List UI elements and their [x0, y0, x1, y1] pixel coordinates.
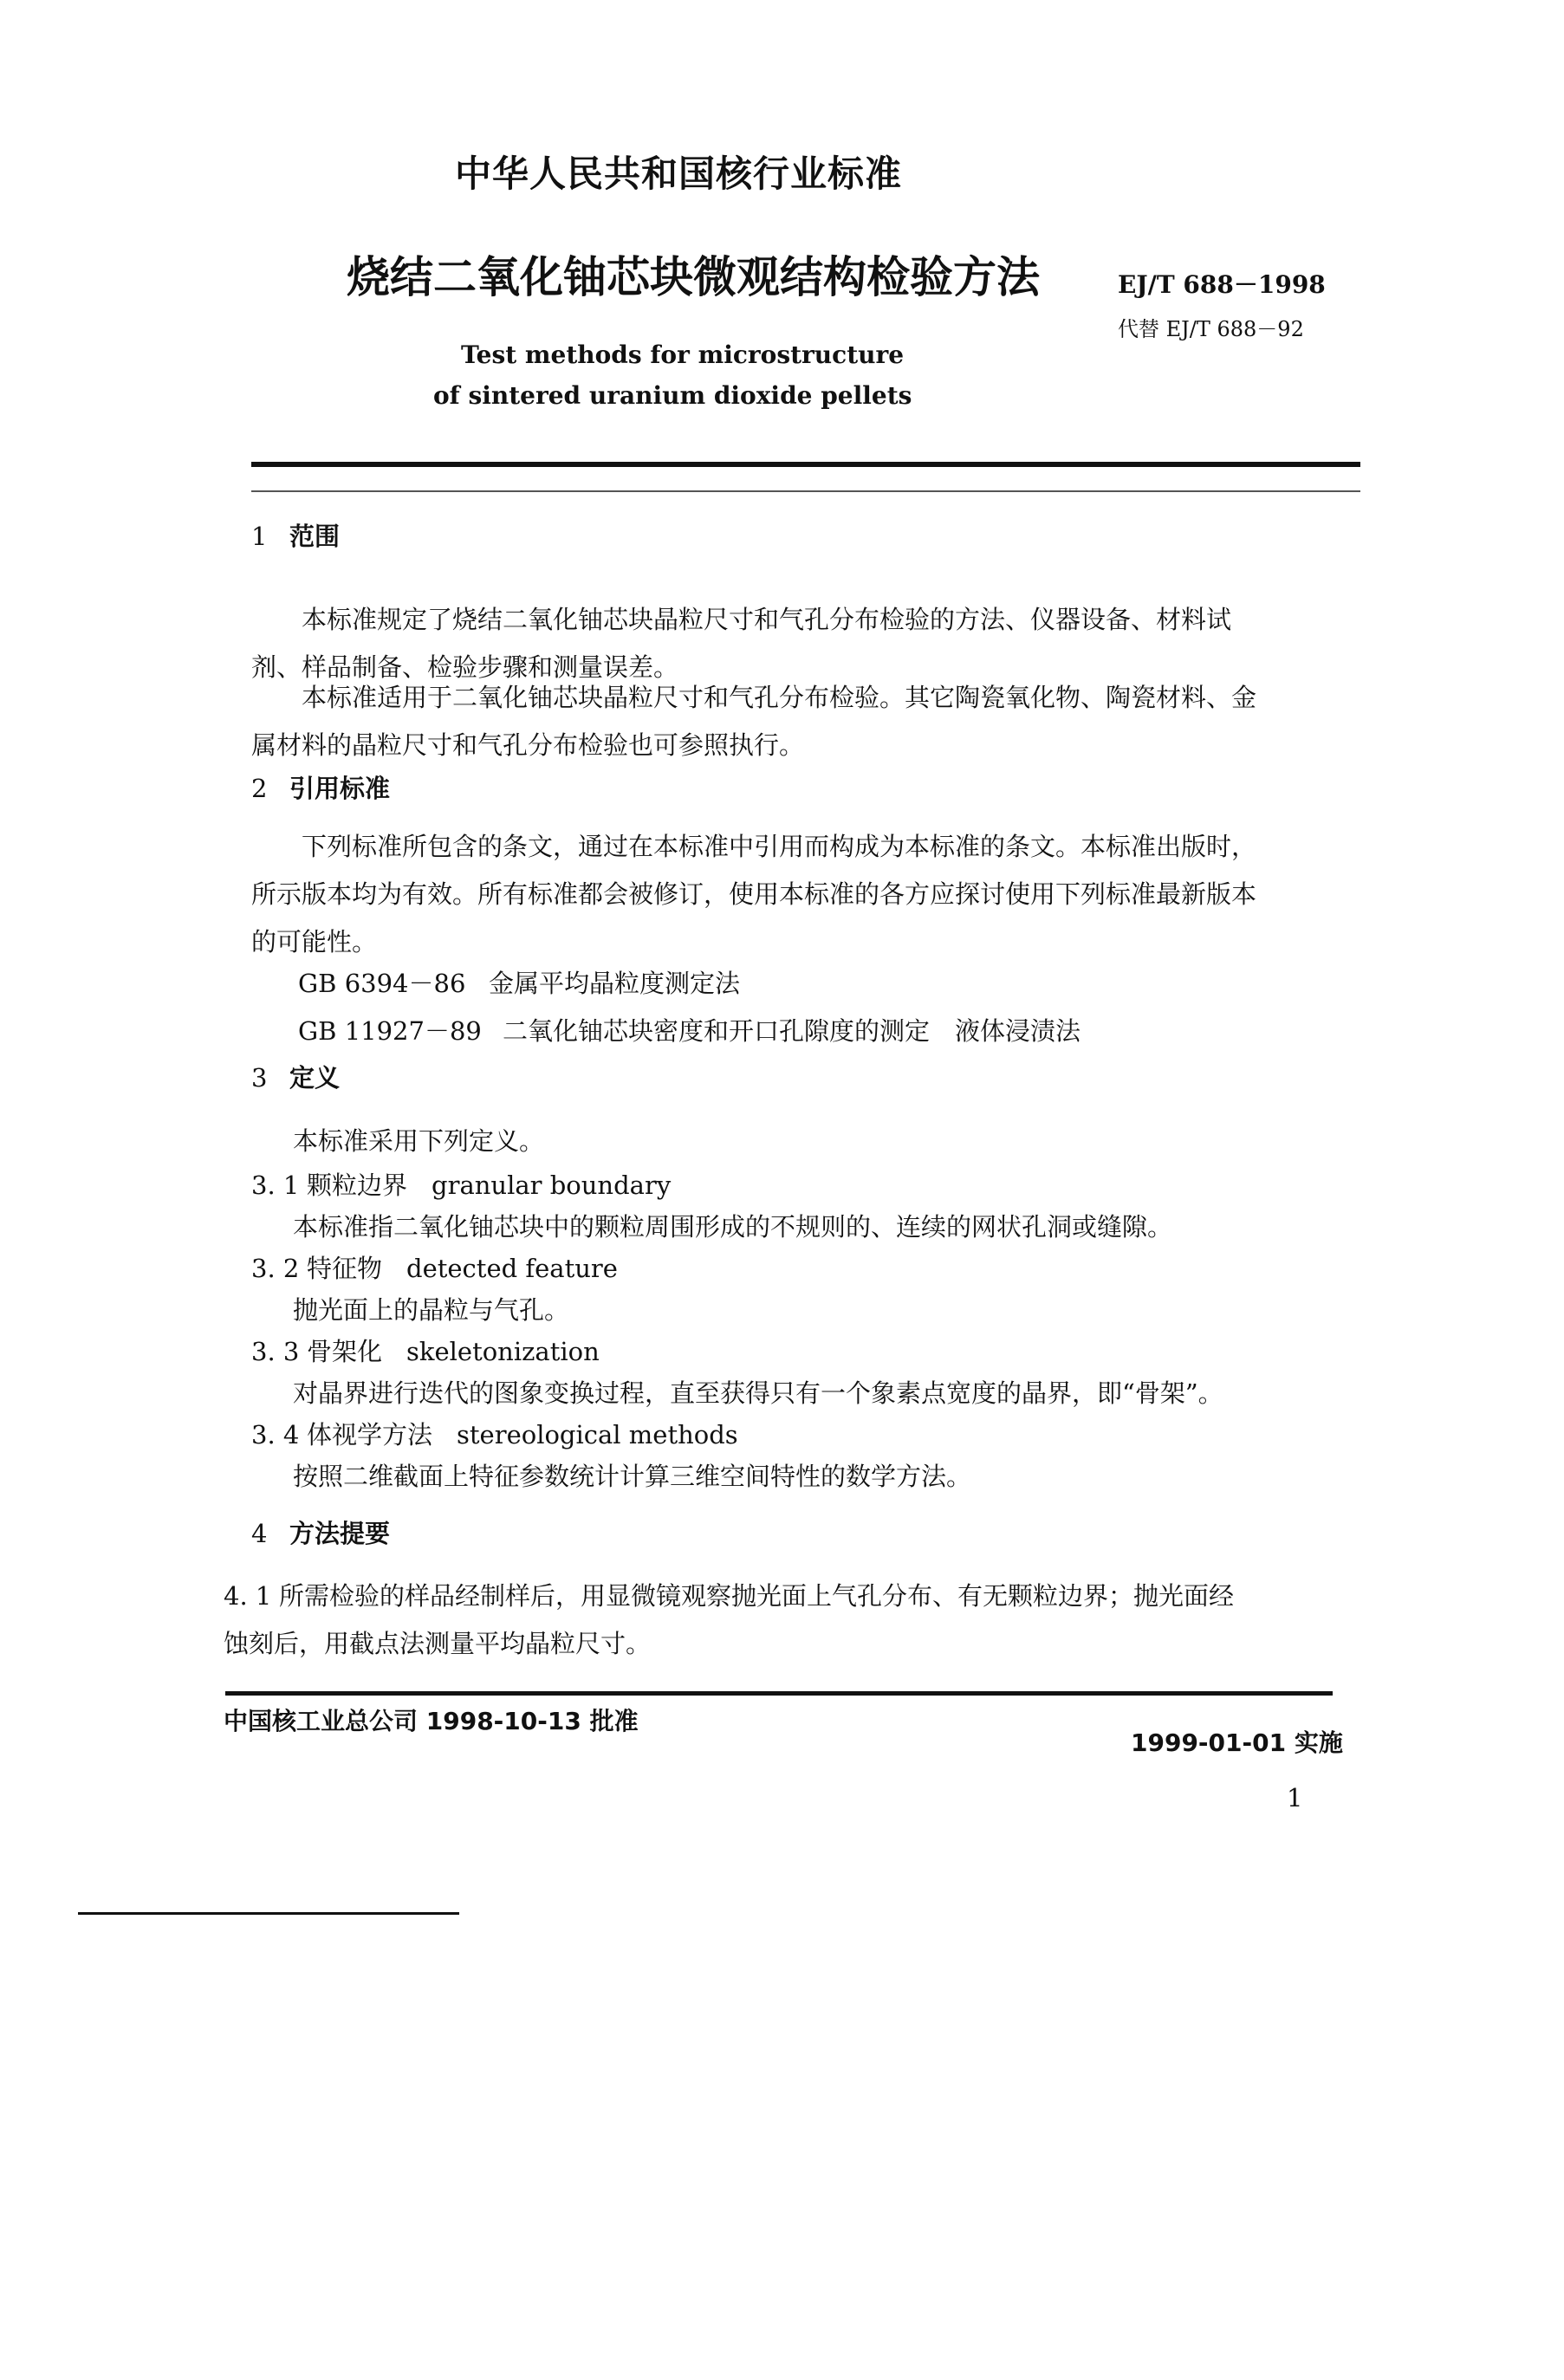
definition-term-line: 3. 4 体视学方法 stereological methods	[251, 1420, 738, 1449]
standard-number: EJ/T 688－1998	[1118, 270, 1326, 299]
section-number: 4	[251, 1519, 268, 1548]
definition-term-line: 3. 1 颗粒边界 granular boundary	[251, 1171, 672, 1200]
section-title: 引用标准	[289, 774, 391, 803]
section-title: 方法提要	[289, 1519, 391, 1548]
section-title: 定义	[289, 1063, 341, 1093]
replaces-standard: 代替 EJ/T 688－92	[1118, 317, 1304, 341]
definition-text: 对晶界进行迭代的图象变换过程，直至获得只有一个象素点宽度的晶界，即“骨架”。	[293, 1378, 1223, 1408]
footer-rule	[225, 1691, 1333, 1696]
definition-term-line: 3. 2 特征物 detected feature	[251, 1254, 618, 1283]
definition-text: 抛光面上的晶粒与气孔。	[293, 1295, 570, 1325]
section-number: 3	[251, 1063, 268, 1093]
reference-item: GB 11927－89 二氧化铀芯块密度和开口孔隙度的测定 液体浸渍法	[298, 1016, 1081, 1046]
definition-term-line: 3. 3 骨架化 skeletonization	[251, 1337, 600, 1366]
reference-item: GB 6394－86 金属平均晶粒度测定法	[298, 969, 741, 998]
section-3-heading	[251, 1059, 340, 1094]
page-number: 1	[1287, 1783, 1303, 1813]
section-3-body: 本标准采用下列定义。 3. 1 颗粒边界 granular boundary 本标准指二氧化铀芯块中的颗粒周围形成的不规则的、连续的网状孔洞或缝隙。 3. 2 特征物 detected feature 抛光面上的晶粒与气孔。 3. 3 骨架化 skeletonization 对晶界进行迭代的图象变换过程，直至获得只有一个象素点宽度的晶界，即“骨架”。 3. 4 体视学方法 stereological methods 按照二维截面上特征参数统计计算三维空间特性的数学方法。	[251, 1118, 1369, 1498]
section-1-para-2: 本标准适用于二氧化铀芯块晶粒尺寸和气孔分布检验。其它陶瓷氧化物、陶瓷材料、金 属材料的晶粒尺寸和气孔分布检验也可参照执行。	[251, 683, 1257, 760]
section-4-para-1: 4. 1 所需检验的样品经制样后，用显微镜观察抛光面上气孔分布、有无颗粒边界；抛光面经 蚀刻后，用截点法测量平均晶粒尺寸。	[224, 1581, 1235, 1658]
section-number: 2	[251, 774, 268, 803]
definition-text: 本标准指二氧化铀芯块中的颗粒周围形成的不规则的、连续的网状孔洞或缝隙。	[293, 1212, 1173, 1242]
section-1-para-1: 本标准规定了烧结二氧化铀芯块晶粒尺寸和气孔分布检验的方法、仪器设备、材料试 剂、样品制备、检验步骤和测量误差。	[251, 605, 1232, 682]
section-1-heading	[251, 517, 340, 553]
document-title-zh: 烧结二氧化铀芯块微观结构检验方法	[347, 252, 1040, 302]
document-title-en-line2: of sintered uranium dioxide pellets	[433, 381, 912, 410]
approval-info: 中国核工业总公司 1998-10-13 批准	[224, 1707, 639, 1735]
section-title: 范围	[289, 522, 341, 551]
section-4-heading	[251, 1514, 390, 1550]
scan-artifact-line	[78, 1912, 459, 1915]
standard-org-title: 中华人民共和国核行业标准	[455, 152, 903, 195]
header-rule-thin	[251, 490, 1360, 492]
section-number: 1	[251, 522, 268, 551]
effective-date: 1999-01-01 实施	[1131, 1728, 1343, 1757]
section-2-para-1: 下列标准所包含的条文，通过在本标准中引用而构成为本标准的条文。本标准出版时， 所示版本均为有效。所有标准都会被修订，使用本标准的各方应探讨使用下列标准最新版本 的可能性。	[251, 832, 1257, 957]
reference-list	[298, 960, 1338, 1055]
header-rule-thick	[251, 462, 1360, 467]
definition-text: 按照二维截面上特征参数统计计算三维空间特性的数学方法。	[293, 1462, 972, 1491]
section-2-heading	[251, 769, 390, 805]
document-title-en-line1: Test methods for microstructure	[461, 340, 905, 369]
